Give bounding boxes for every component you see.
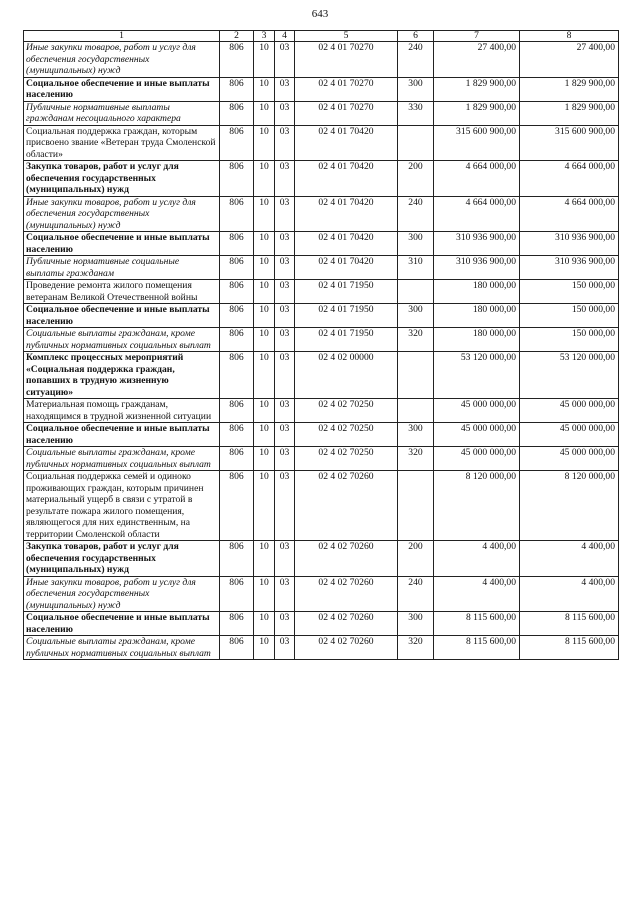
cell-amount-year-1: 4 664 000,00 [434, 161, 520, 197]
cell-section: 10 [254, 541, 275, 577]
cell-amount-year-2: 150 000,00 [520, 304, 619, 328]
cell-ministry-code: 806 [220, 541, 254, 577]
cell-amount-year-2: 4 400,00 [520, 541, 619, 577]
cell-name: Закупка товаров, работ и услуг для обеспечения государственных (муниципальных) нужд [24, 161, 220, 197]
cell-subsection: 03 [275, 636, 295, 660]
cell-section: 10 [254, 161, 275, 197]
cell-amount-year-1: 4 664 000,00 [434, 196, 520, 232]
cell-section: 10 [254, 125, 275, 161]
cell-ministry-code: 806 [220, 399, 254, 423]
cell-target-article: 02 4 02 70250 [295, 423, 398, 447]
cell-expense-type: 240 [398, 196, 434, 232]
cell-amount-year-1: 1 829 900,00 [434, 101, 520, 125]
table-row [24, 352, 619, 399]
cell-expense-type [398, 399, 434, 423]
cell-target-article: 02 4 01 70420 [295, 256, 398, 280]
cell-name: Закупка товаров, работ и услуг для обеспечения государственных (муниципальных) нужд [24, 541, 220, 577]
column-header: 6 [398, 31, 434, 42]
cell-amount-year-2: 150 000,00 [520, 280, 619, 304]
cell-subsection: 03 [275, 423, 295, 447]
cell-amount-year-2: 45 000 000,00 [520, 423, 619, 447]
cell-expense-type: 300 [398, 423, 434, 447]
cell-target-article: 02 4 01 71950 [295, 328, 398, 352]
cell-amount-year-2: 310 936 900,00 [520, 232, 619, 256]
cell-target-article: 02 4 01 71950 [295, 280, 398, 304]
cell-name: Иные закупки товаров, работ и услуг для обеспечения государственных (муниципальных) нужд [24, 576, 220, 612]
cell-ministry-code: 806 [220, 471, 254, 541]
cell-amount-year-1: 27 400,00 [434, 42, 520, 78]
cell-amount-year-1: 8 115 600,00 [434, 636, 520, 660]
cell-section: 10 [254, 77, 275, 101]
column-header: 8 [520, 31, 619, 42]
cell-expense-type: 240 [398, 42, 434, 78]
cell-subsection: 03 [275, 161, 295, 197]
cell-section: 10 [254, 399, 275, 423]
cell-subsection: 03 [275, 280, 295, 304]
cell-section: 10 [254, 447, 275, 471]
cell-section: 10 [254, 232, 275, 256]
cell-subsection: 03 [275, 232, 295, 256]
cell-target-article: 02 4 02 70260 [295, 612, 398, 636]
cell-section: 10 [254, 471, 275, 541]
cell-amount-year-2: 8 120 000,00 [520, 471, 619, 541]
cell-subsection: 03 [275, 304, 295, 328]
cell-target-article: 02 4 01 70420 [295, 232, 398, 256]
cell-name: Материальная помощь гражданам, находящимся в трудной жизненной ситуации [24, 399, 220, 423]
cell-name: Социальные выплаты гражданам, кроме публичных нормативных социальных выплат [24, 636, 220, 660]
cell-target-article: 02 4 02 70260 [295, 541, 398, 577]
cell-section: 10 [254, 304, 275, 328]
cell-subsection: 03 [275, 196, 295, 232]
cell-target-article: 02 4 02 70260 [295, 576, 398, 612]
cell-amount-year-1: 8 115 600,00 [434, 612, 520, 636]
cell-target-article: 02 4 01 70270 [295, 77, 398, 101]
cell-expense-type: 240 [398, 576, 434, 612]
cell-ministry-code: 806 [220, 196, 254, 232]
cell-expense-type: 330 [398, 101, 434, 125]
cell-subsection: 03 [275, 77, 295, 101]
table-row [24, 576, 619, 612]
cell-subsection: 03 [275, 42, 295, 78]
cell-amount-year-1: 4 400,00 [434, 576, 520, 612]
cell-section: 10 [254, 328, 275, 352]
cell-expense-type [398, 352, 434, 399]
cell-section: 10 [254, 196, 275, 232]
cell-target-article: 02 4 02 70250 [295, 399, 398, 423]
table-row [24, 77, 619, 101]
cell-ministry-code: 806 [220, 423, 254, 447]
table-row [24, 423, 619, 447]
table-row [24, 161, 619, 197]
table-row [24, 280, 619, 304]
cell-section: 10 [254, 42, 275, 78]
cell-expense-type: 300 [398, 77, 434, 101]
cell-subsection: 03 [275, 125, 295, 161]
cell-expense-type: 300 [398, 232, 434, 256]
column-header: 1 [24, 31, 220, 42]
cell-amount-year-2: 315 600 900,00 [520, 125, 619, 161]
cell-amount-year-1: 45 000 000,00 [434, 399, 520, 423]
cell-target-article: 02 4 02 00000 [295, 352, 398, 399]
cell-ministry-code: 806 [220, 256, 254, 280]
table-row [24, 304, 619, 328]
cell-name: Социальная поддержка граждан, которым присвоено звание «Ветеран труда Смоленской области» [24, 125, 220, 161]
cell-expense-type: 320 [398, 447, 434, 471]
cell-amount-year-2: 150 000,00 [520, 328, 619, 352]
cell-amount-year-2: 27 400,00 [520, 42, 619, 78]
cell-expense-type: 200 [398, 541, 434, 577]
cell-name: Социальные выплаты гражданам, кроме публичных нормативных социальных выплат [24, 328, 220, 352]
cell-expense-type: 300 [398, 304, 434, 328]
cell-amount-year-2: 8 115 600,00 [520, 612, 619, 636]
cell-name: Социальное обеспечение и иные выплаты населению [24, 304, 220, 328]
cell-ministry-code: 806 [220, 447, 254, 471]
cell-amount-year-1: 180 000,00 [434, 304, 520, 328]
column-header: 4 [275, 31, 295, 42]
column-header: 3 [254, 31, 275, 42]
cell-ministry-code: 806 [220, 42, 254, 78]
column-header: 5 [295, 31, 398, 42]
table-row [24, 256, 619, 280]
cell-target-article: 02 4 01 70420 [295, 125, 398, 161]
cell-ministry-code: 806 [220, 161, 254, 197]
cell-target-article: 02 4 01 70270 [295, 101, 398, 125]
cell-amount-year-1: 180 000,00 [434, 280, 520, 304]
cell-expense-type: 310 [398, 256, 434, 280]
cell-ministry-code: 806 [220, 612, 254, 636]
cell-section: 10 [254, 352, 275, 399]
cell-subsection: 03 [275, 576, 295, 612]
cell-expense-type: 300 [398, 612, 434, 636]
cell-subsection: 03 [275, 541, 295, 577]
cell-target-article: 02 4 01 70420 [295, 161, 398, 197]
cell-amount-year-1: 45 000 000,00 [434, 423, 520, 447]
cell-amount-year-2: 4 664 000,00 [520, 161, 619, 197]
table-row [24, 447, 619, 471]
cell-name: Комплекс процессных мероприятий «Социальная поддержка граждан, попавших в трудную жизненную ситуацию» [24, 352, 220, 399]
column-header: 7 [434, 31, 520, 42]
cell-section: 10 [254, 423, 275, 447]
cell-ministry-code: 806 [220, 328, 254, 352]
cell-target-article: 02 4 02 70250 [295, 447, 398, 471]
cell-name: Социальное обеспечение и иные выплаты населению [24, 77, 220, 101]
cell-name: Социальное обеспечение и иные выплаты населению [24, 423, 220, 447]
cell-section: 10 [254, 280, 275, 304]
cell-expense-type [398, 280, 434, 304]
cell-subsection: 03 [275, 399, 295, 423]
cell-ministry-code: 806 [220, 232, 254, 256]
cell-name: Иные закупки товаров, работ и услуг для обеспечения государственных (муниципальных) нужд [24, 42, 220, 78]
cell-section: 10 [254, 576, 275, 612]
cell-expense-type [398, 125, 434, 161]
cell-ministry-code: 806 [220, 280, 254, 304]
cell-amount-year-2: 45 000 000,00 [520, 447, 619, 471]
cell-name: Проведение ремонта жилого помещения ветеранам Великой Отечественной войны [24, 280, 220, 304]
cell-expense-type: 320 [398, 328, 434, 352]
cell-subsection: 03 [275, 256, 295, 280]
cell-amount-year-2: 4 400,00 [520, 576, 619, 612]
table-row [24, 612, 619, 636]
cell-target-article: 02 4 02 70260 [295, 636, 398, 660]
table-row [24, 101, 619, 125]
cell-ministry-code: 806 [220, 636, 254, 660]
table-row [24, 196, 619, 232]
table-body [24, 42, 619, 660]
cell-amount-year-1: 8 120 000,00 [434, 471, 520, 541]
table-row [24, 399, 619, 423]
cell-name: Социальное обеспечение и иные выплаты населению [24, 232, 220, 256]
table-row [24, 328, 619, 352]
cell-name: Публичные нормативные выплаты гражданам несоциального характера [24, 101, 220, 125]
cell-amount-year-1: 4 400,00 [434, 541, 520, 577]
cell-amount-year-2: 310 936 900,00 [520, 256, 619, 280]
cell-amount-year-2: 1 829 900,00 [520, 101, 619, 125]
cell-subsection: 03 [275, 328, 295, 352]
cell-amount-year-2: 8 115 600,00 [520, 636, 619, 660]
cell-ministry-code: 806 [220, 576, 254, 612]
cell-section: 10 [254, 101, 275, 125]
cell-ministry-code: 806 [220, 125, 254, 161]
table-row [24, 125, 619, 161]
cell-subsection: 03 [275, 101, 295, 125]
cell-amount-year-1: 53 120 000,00 [434, 352, 520, 399]
cell-name: Социальные выплаты гражданам, кроме публичных нормативных социальных выплат [24, 447, 220, 471]
table-header-row [24, 31, 619, 42]
cell-amount-year-1: 315 600 900,00 [434, 125, 520, 161]
page-number: 643 [311, 8, 329, 20]
cell-ministry-code: 806 [220, 77, 254, 101]
cell-amount-year-1: 45 000 000,00 [434, 447, 520, 471]
cell-ministry-code: 806 [220, 352, 254, 399]
cell-ministry-code: 806 [220, 304, 254, 328]
cell-section: 10 [254, 612, 275, 636]
table-row [24, 42, 619, 78]
table-row [24, 541, 619, 577]
cell-subsection: 03 [275, 447, 295, 471]
cell-amount-year-1: 310 936 900,00 [434, 256, 520, 280]
cell-ministry-code: 806 [220, 101, 254, 125]
budget-table [23, 30, 619, 660]
column-header: 2 [220, 31, 254, 42]
cell-expense-type [398, 471, 434, 541]
cell-subsection: 03 [275, 612, 295, 636]
table-row [24, 471, 619, 541]
cell-name: Социальная поддержка семей и одиноко проживающих граждан, которым причинен материальный ущерб в связи с утратой в результате пожара жилого помещения, являющегося для них единственным, на территории Смоленской области [24, 471, 220, 541]
cell-amount-year-2: 4 664 000,00 [520, 196, 619, 232]
cell-section: 10 [254, 636, 275, 660]
cell-expense-type: 320 [398, 636, 434, 660]
cell-amount-year-2: 45 000 000,00 [520, 399, 619, 423]
cell-amount-year-1: 1 829 900,00 [434, 77, 520, 101]
cell-expense-type: 200 [398, 161, 434, 197]
cell-name: Социальное обеспечение и иные выплаты населению [24, 612, 220, 636]
table-row [24, 232, 619, 256]
cell-section: 10 [254, 256, 275, 280]
cell-target-article: 02 4 01 70270 [295, 42, 398, 78]
cell-name: Публичные нормативные социальные выплаты гражданам [24, 256, 220, 280]
cell-name: Иные закупки товаров, работ и услуг для обеспечения государственных (муниципальных) нужд [24, 196, 220, 232]
cell-target-article: 02 4 01 71950 [295, 304, 398, 328]
cell-amount-year-1: 180 000,00 [434, 328, 520, 352]
cell-subsection: 03 [275, 471, 295, 541]
cell-amount-year-2: 53 120 000,00 [520, 352, 619, 399]
cell-target-article: 02 4 02 70260 [295, 471, 398, 541]
cell-target-article: 02 4 01 70420 [295, 196, 398, 232]
cell-amount-year-1: 310 936 900,00 [434, 232, 520, 256]
cell-subsection: 03 [275, 352, 295, 399]
cell-amount-year-2: 1 829 900,00 [520, 77, 619, 101]
table-row [24, 636, 619, 660]
